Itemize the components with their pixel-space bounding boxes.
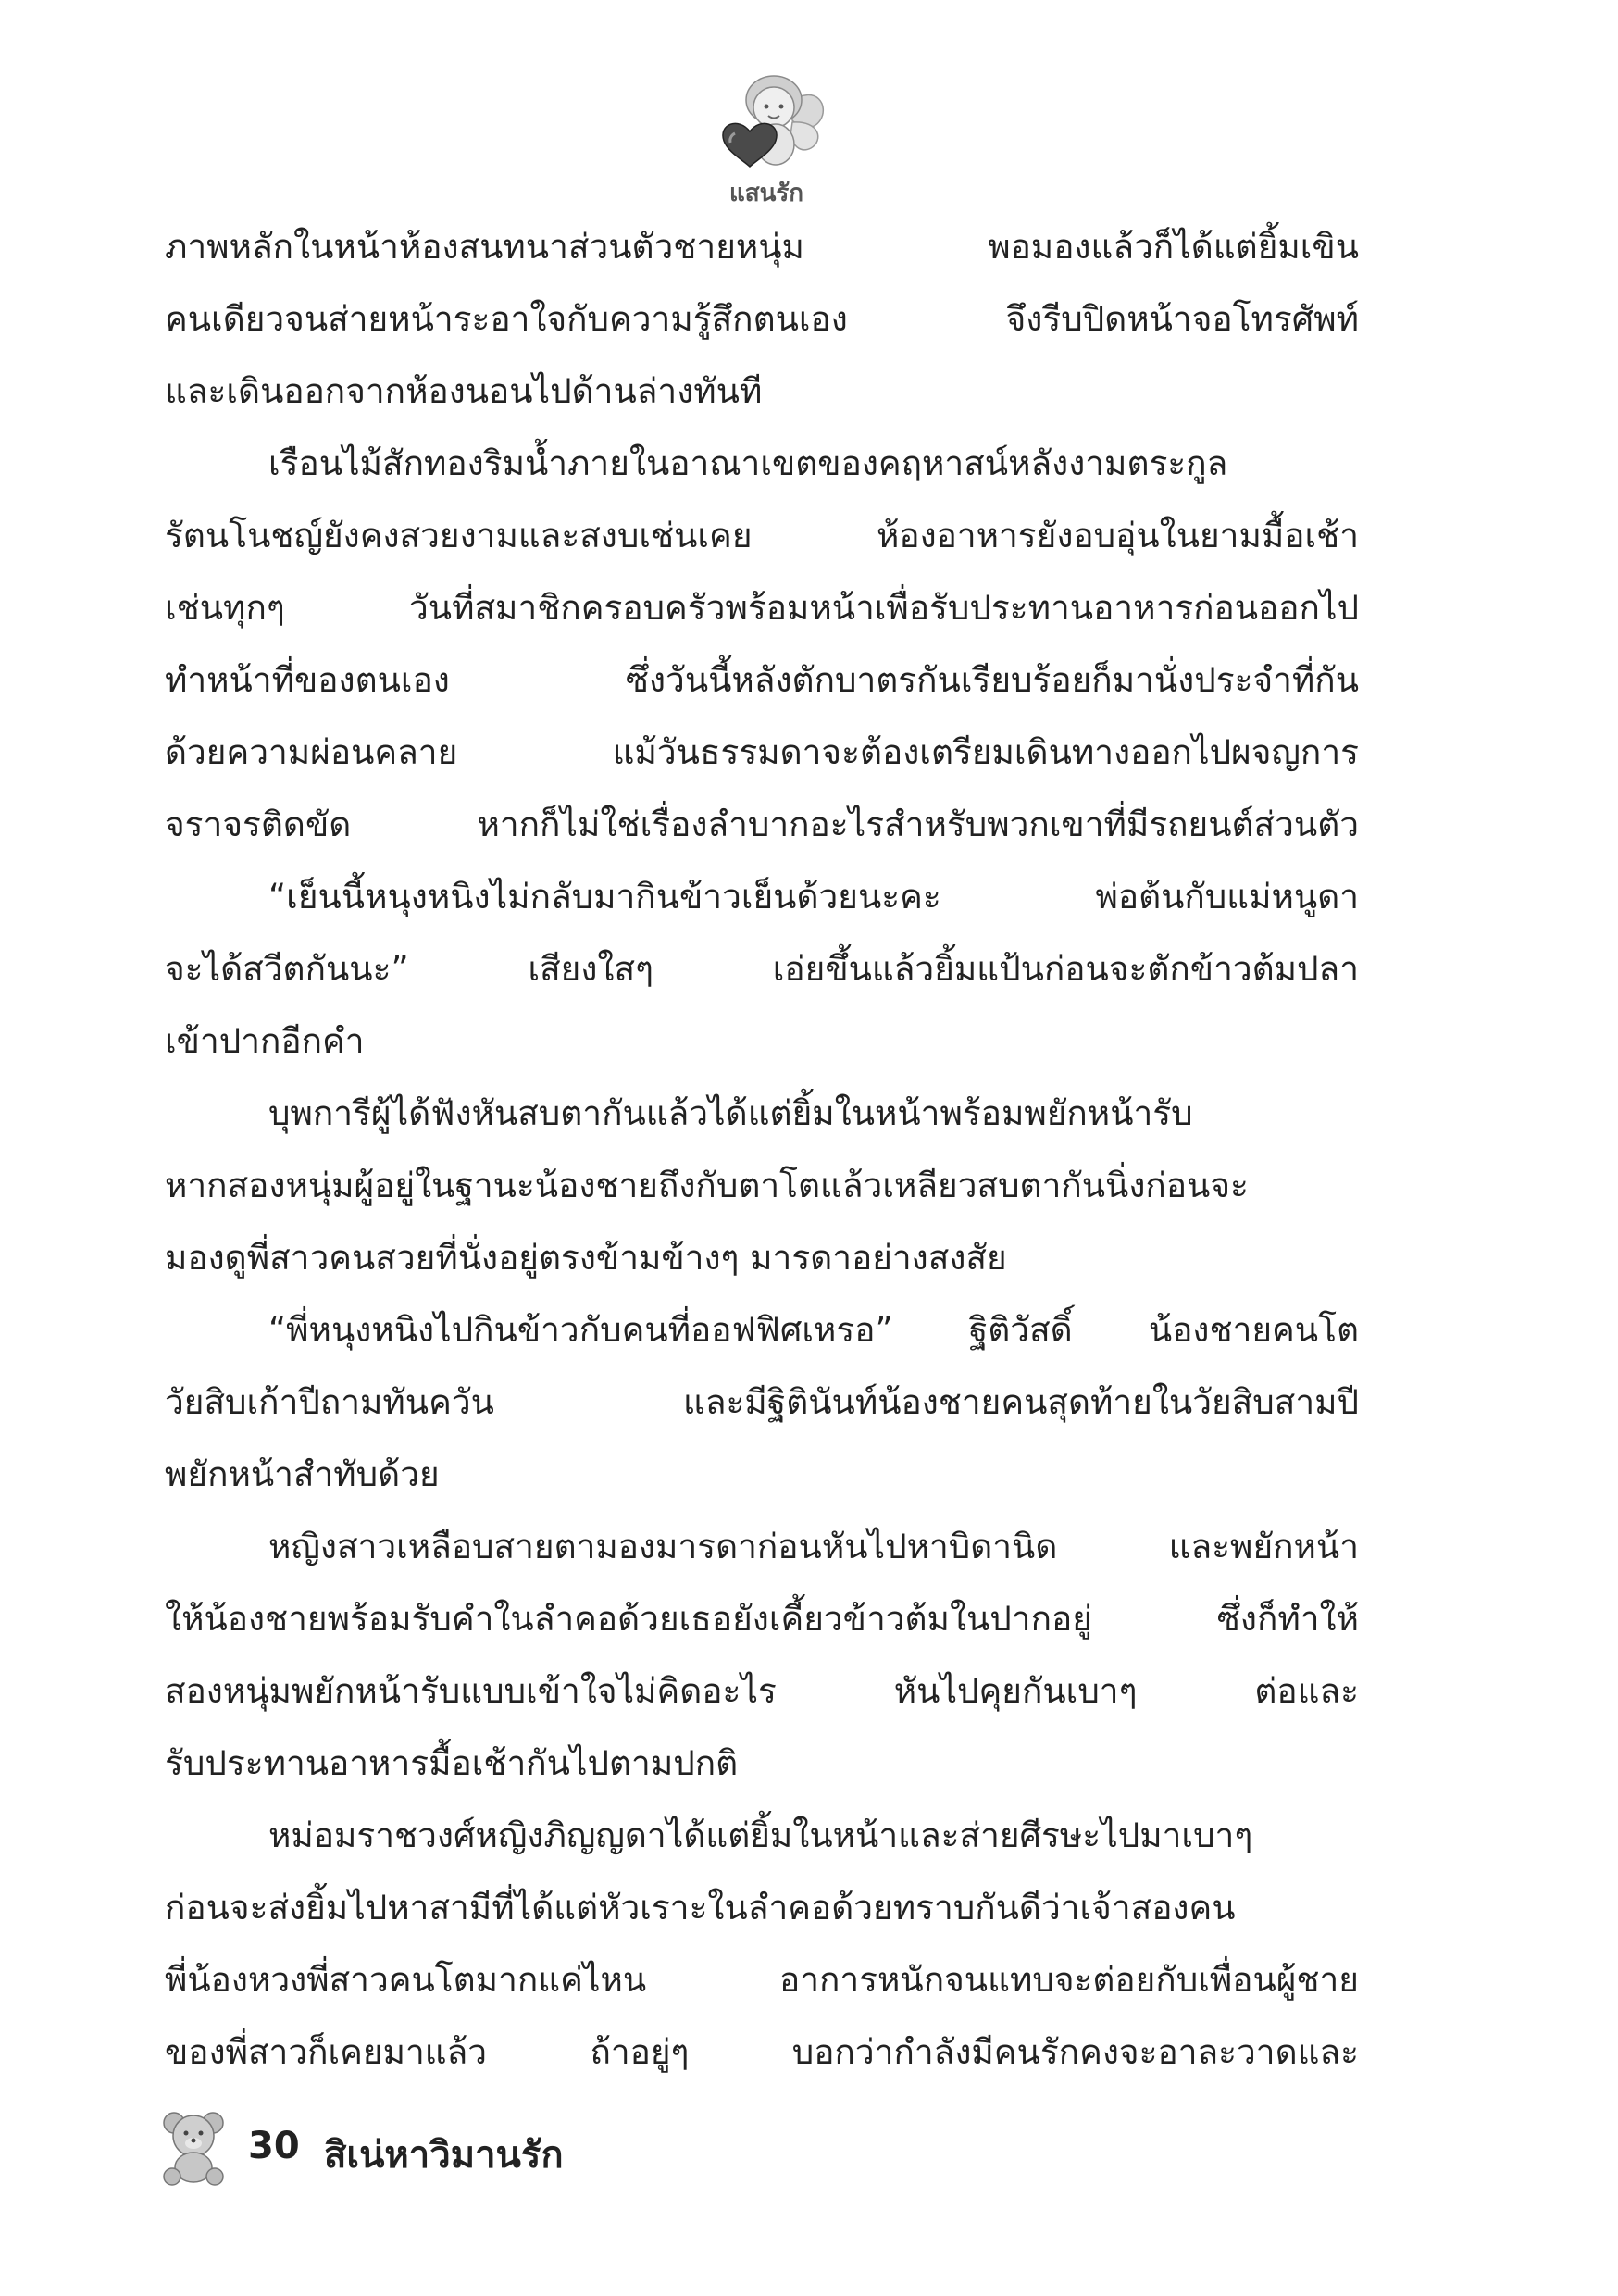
teddy-bear-icon [156,2106,235,2186]
text-line: พยักหน้าสำทับด้วย [165,1454,440,1494]
paragraph [165,211,1359,428]
text-line: ของพี่สาวก็เคยมาแล้ว ถ้าอยู่ๆ บอกว่ากำลังมีคนรักคงจะอาละวาดและ [165,2032,1359,2072]
book-title: สิเน่หาวิมานรัก [324,2134,564,2177]
text-line: คนเดียวจนส่ายหน้าระอาใจกับความรู้สึกตนเอง จึงรีบปิดหน้าจอโทรศัพท์ [165,299,1359,339]
body-text [165,211,1359,2089]
header-logo [702,65,831,207]
text-line: หม่อมราชวงศ์หญิงภิญญดาได้แต่ยิ้มในหน้าและส่ายศีรษะไปมาเบาๆ [268,1816,1253,1855]
text-line: จะได้สวีตกันนะ” เสียงใสๆ เอ่ยขึ้นแล้วยิ้มแป้นก่อนจะตักข้าวต้มปลา [165,949,1359,989]
text-line: และเดินออกจากห้องนอนไปด้านล่างทันที [165,371,763,411]
text-line: ให้น้องชายพร้อมรับคำในลำคอด้วยเธอยังเคี้ยวข้าวต้มในปากอยู่ ซึ่งก็ทำให้ [165,1599,1359,1639]
text-line: รัตนโนชญ์ยังคงสวยงามและสงบเช่นเคย ห้องอาหารยังอบอุ่นในยามมื้อเช้า [165,516,1359,555]
text-line: สองหนุ่มพยักหน้ารับแบบเข้าใจไม่คิดอะไร หันไปคุยกันเบาๆ ต่อและ [165,1671,1359,1711]
paragraph [165,1078,1359,1294]
logo-text: แสนรัก [728,180,804,207]
paragraph [165,428,1359,861]
text-line: พี่น้องหวงพี่สาวคนโตมากแค่ไหน อาการหนักจนแทบจะต่อยกับเพื่อนผู้ชาย [165,1960,1359,2000]
text-line: บุพการีผู้ได้ฟังหันสบตากันแล้วได้แต่ยิ้มในหน้าพร้อมพยักหน้ารับ [268,1093,1193,1133]
paragraph [165,1800,1359,2089]
text-line: “เย็นนี้หนุงหนิงไม่กลับมากินข้าวเย็นด้วยนะคะ พ่อต้นกับแม่หนูดา [268,877,1359,917]
text-line: เข้าปากอีกคำ [165,1021,365,1061]
text-line: วัยสิบเก้าปีถามทันควัน และมีฐิตินันท์น้องชายคนสุดท้ายในวัยสิบสามปี [165,1382,1359,1422]
text-line: เช่นทุกๆ วันที่สมาชิกครอบครัวพร้อมหน้าเพื่อรับประทานอาหารก่อนออกไป [165,588,1359,628]
text-line: ด้วยความผ่อนคลาย แม้วันธรรมดาจะต้องเตรียมเดินทางออกไปผจญการ [165,732,1359,772]
text-line: รับประทานอาหารมื้อเช้ากันไปตามปกติ [165,1743,739,1783]
text-line: เรือนไม้สักทองริมน้ำภายในอาณาเขตของคฤหาสน์หลังงามตระกูล [268,443,1228,483]
text-line: ภาพหลักในหน้าห้องสนทนาส่วนตัวชายหนุ่ม พอมองแล้วก็ได้แต่ยิ้มเขิน [165,227,1359,267]
text-line: มองดูพี่สาวคนสวยที่นั่งอยู่ตรงข้ามข้างๆ มารดาอย่างสงสัย [165,1238,1007,1278]
text-line: “พี่หนุงหนิงไปกินข้าวกับคนที่ออฟฟิศเหรอ” ฐิติวัสดิ์ น้องชายคนโต [268,1310,1359,1350]
text-line: ทำหน้าที่ของตนเอง ซึ่งวันนี้หลังตักบาตรกันเรียบร้อยก็มานั่งประจำที่กัน [165,660,1359,700]
page-footer [156,2106,803,2190]
text-line: จราจรติดขัด หากก็ไม่ใช่เรื่องลำบากอะไรสำหรับพวกเขาที่มีรถยนต์ส่วนตัว [165,805,1359,844]
paragraph [165,861,1359,1078]
text-line: ก่อนจะส่งยิ้มไปหาสามีที่ได้แต่หัวเราะในลำคอด้วยทราบกันดีว่าเจ้าสองคน [165,1888,1236,1928]
paragraph [165,1294,1359,1511]
paragraph [165,1511,1359,1800]
text-line: หากสองหนุ่มผู้อยู่ในฐานะน้องชายถึงกับตาโตแล้วเหลียวสบตากันนิ่งก่อนจะ [165,1166,1249,1205]
text-line: หญิงสาวเหลือบสายตามองมารดาก่อนหันไปหาบิดานิด และพยักหน้า [268,1527,1359,1566]
cherub-heart-icon [702,65,831,176]
page-number: 30 [248,2125,300,2167]
